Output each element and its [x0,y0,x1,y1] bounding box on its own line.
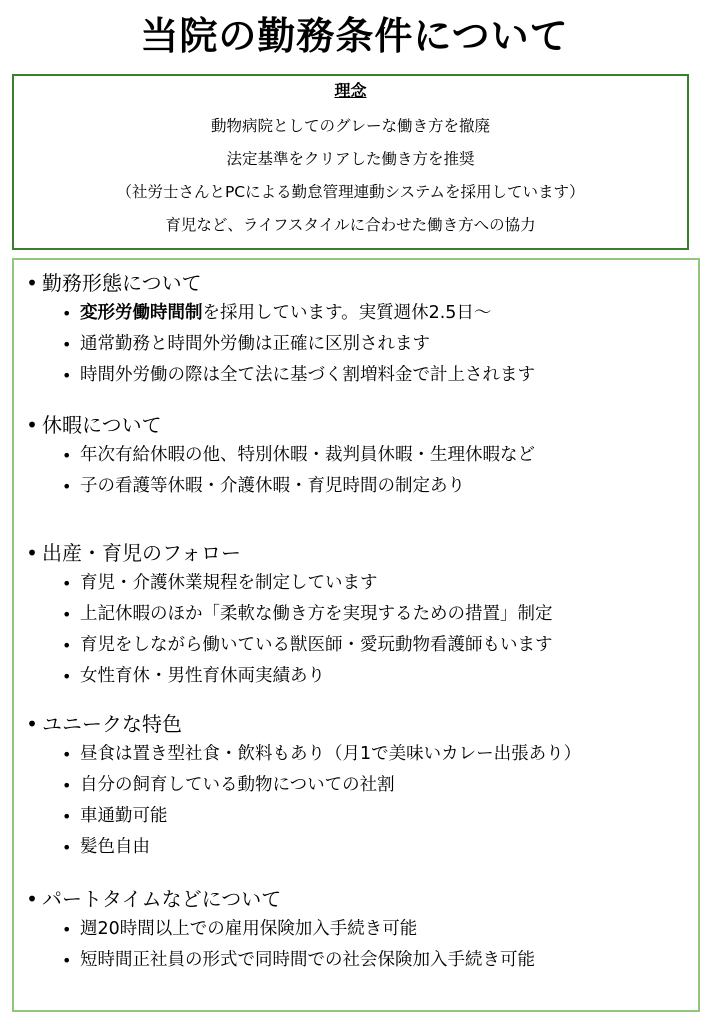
philosophy-line: 育児など、ライフスタイルに合わせた働き方への協力 [165,216,536,234]
section-childcare [22,538,694,692]
list-item [62,360,694,391]
section-heading [22,709,694,739]
list-item-text: 育児をしながら働いている獣医師・愛玩動物看護師もいます [80,635,553,655]
section-heading-text: 出産・育児のフォロー [42,541,241,565]
list-item-text: 育児・介護休業規程を制定しています [80,573,378,593]
bullet-icon: • [62,745,72,764]
bullet-icon: • [62,807,72,826]
philosophy-line: 法定基準をクリアした働き方を推奨 [226,150,475,168]
list-item-text: を採用しています。実質週休2.5日～ [202,303,492,323]
list-item [62,298,694,329]
section-work-style [22,268,694,391]
section-heading-text: 勤務形態について [42,271,202,295]
list-item [62,739,694,770]
list-item-text: 子の看護等休暇・介護休暇・育児時間の制定あり [80,476,465,496]
list-item [62,329,694,360]
bullet-icon: • [26,413,38,437]
section-heading [22,410,694,440]
section-heading [22,538,694,568]
bullet-icon: • [62,335,72,354]
conditions-box [12,258,700,1012]
list-item [62,914,694,945]
section-items [22,298,694,391]
philosophy-lines [14,110,687,242]
section-heading-text: パートタイムなどについて [42,887,282,911]
bullet-icon: • [62,838,72,857]
list-item-text: 髪色自由 [80,837,150,857]
bullet-icon: • [62,776,72,795]
bullet-icon: • [62,605,72,624]
section-heading [22,268,694,298]
list-item [62,599,694,630]
section-items [22,568,694,692]
bullet-icon: • [62,304,72,323]
list-item [62,945,694,976]
section-heading [22,884,694,914]
bullet-icon: • [62,574,72,593]
list-item-text: 短時間正社員の形式で同時間での社会保険加入手続き可能 [80,950,535,970]
philosophy-box [12,74,689,250]
philosophy-line: （社労士さんとPCによる勤怠管理連動システムを採用しています） [116,183,585,201]
list-item [62,471,694,502]
bullet-icon: • [26,887,38,911]
bullet-icon: • [62,636,72,655]
list-item-text: 女性育休・男性育休両実績あり [80,666,325,686]
list-item-text: 通常勤務と時間外労働は正確に区別されます [80,334,430,354]
list-item-bold-text: 変形労働時間制 [80,303,203,323]
section-part-time [22,884,694,976]
section-items [22,739,694,863]
bullet-icon: • [26,541,38,565]
list-item [62,661,694,692]
bullet-icon: • [62,446,72,465]
section-leave [22,410,694,502]
list-item [62,770,694,801]
page-title: 当院の勤務条件について [140,14,569,58]
section-items [22,440,694,502]
bullet-icon: • [62,667,72,686]
list-item-text: 週20時間以上での雇用保険加入手続き可能 [80,919,418,939]
section-items [22,914,694,976]
list-item [62,832,694,863]
list-item-text: 年次有給休暇の他、特別休暇・裁判員休暇・生理休暇など [80,445,535,465]
list-item [62,568,694,599]
bullet-icon: • [62,951,72,970]
list-item-text: 上記休暇のほか「柔軟な働き方を実現するための措置」制定 [80,604,553,624]
list-item [62,801,694,832]
philosophy-heading: 理念 [334,81,367,100]
list-item [62,630,694,661]
list-item-text: 昼食は置き型社食・飲料もあり（月1で美味いカレー出張あり） [80,744,582,764]
bullet-icon: • [26,712,38,736]
list-item-text: 車通勤可能 [80,806,168,826]
bullet-icon: • [62,366,72,385]
philosophy-line: 動物病院としてのグレーな働き方を撤廃 [210,117,490,135]
bullet-icon: • [62,477,72,496]
bullet-icon: • [26,271,38,295]
bullet-icon: • [62,920,72,939]
list-item-text: 時間外労働の際は全て法に基づく割増料金で計上されます [80,365,535,385]
section-heading-text: ユニークな特色 [42,712,182,736]
list-item [62,440,694,471]
section-heading-text: 休暇について [42,413,162,437]
list-item-text: 自分の飼育している動物についての社割 [80,775,395,795]
section-unique-features [22,709,694,863]
